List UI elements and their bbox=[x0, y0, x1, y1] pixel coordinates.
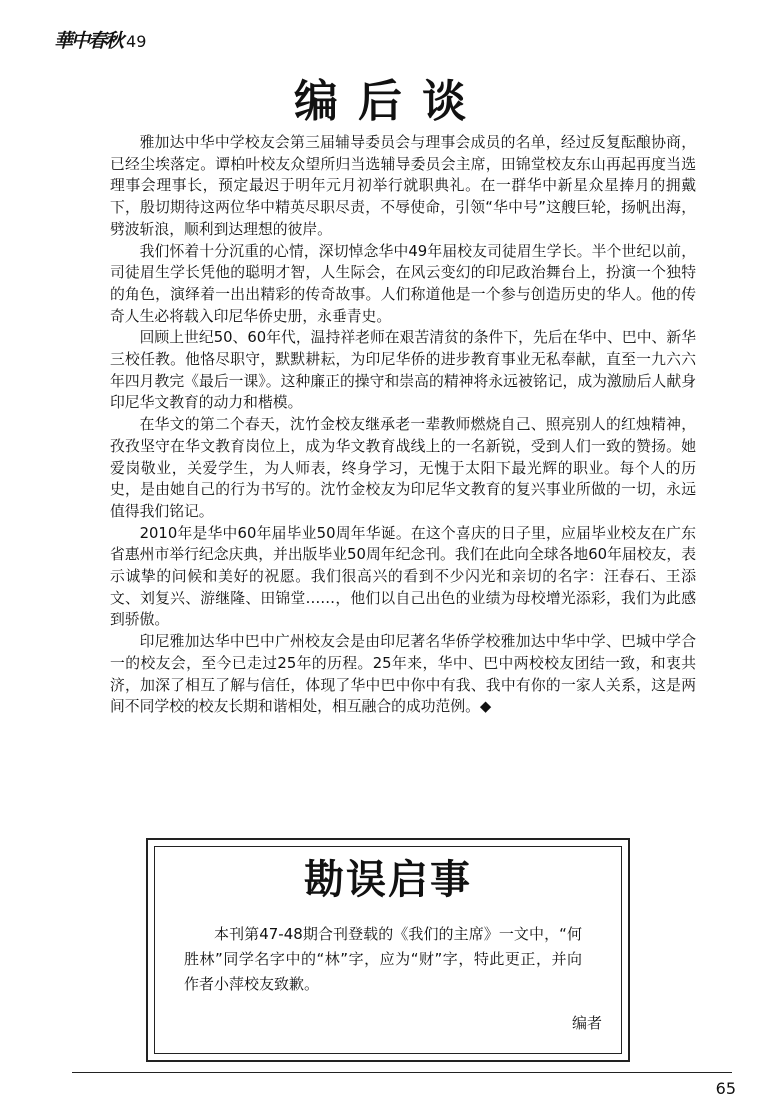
paragraph: 在华文的第二个春天，沈竹金校友继承老一辈教师燃烧自己、照亮别人的红烛精神，孜孜坚守在华文教育岗位上，成为华文教育战线上的一名新锐，受到人们一致的赞扬。她爱岗敬业，关爱学生，为人师表，终身学习，无愧于太阳下最光辉的职业。每个人的历史，是由她自己的行为书写的。沈竹金校友为印尼华文教育的复兴事业所做的一切，永远值得我们铭记。 bbox=[110, 416, 696, 520]
issue-number: 49 bbox=[126, 32, 147, 51]
footer-divider bbox=[72, 1072, 732, 1073]
paragraph: 回顾上世纪50、60年代，温持祥老师在艰苦清贫的条件下，先后在华中、巴中、新华三校任教。他恪尽职守，默默耕耘，为印尼华侨的进步教育事业无私奉献，直至一九六六年四月教完《最后一课》。这种廉正的操守和崇高的精神将永远被铭记，成为激励后人献身印尼华文教育的动力和楷模。 bbox=[110, 329, 696, 412]
erratum-notice-text: 本刊第47-48期合刊登载的《我们的主席》一文中，“何胜林”同学名字中的“林”字，应为“财”字，特此更正，并向作者小萍校友致歉。 bbox=[184, 925, 582, 993]
article-title: 编后谈 bbox=[294, 76, 486, 127]
erratum-notice-box bbox=[146, 838, 630, 1062]
erratum-notice-signature: 编者 bbox=[571, 1014, 602, 1032]
magazine-logo: 華中春秋 bbox=[54, 30, 123, 52]
paragraph: 2010年是华中60年届毕业50周年华诞。在这个喜庆的日子里，应届毕业校友在广东省惠州市举行纪念庆典，并出版毕业50周年纪念刊。我们在此向全球各地60年届校友，表示诚挚的问候和美好的祝愿。我们很高兴的看到不少闪光和亲切的名字：汪春石、王添文、刘复兴、游继隆、田锦堂……，他们以自己出色的业绩为母校增光添彩，我们为此感到骄傲。 bbox=[110, 524, 696, 629]
paragraph: 我们怀着十分沉重的心情，深切悼念华中49年届校友司徒眉生学长。半个世纪以前，司徒眉生学长凭他的聪明才智，人生际会，在风云变幻的印尼政治舞台上，扮演一个独特的角色，演绎着一出出精彩的传奇故事。人们称道他是一个参与创造历史的华人。他的传奇人生必将载入印尼华侨史册，永垂青史。 bbox=[110, 242, 696, 325]
erratum-notice-title: 勘误启事 bbox=[304, 856, 472, 903]
running-header bbox=[54, 26, 146, 53]
paragraph: 印尼雅加达华中巴中广州校友会是由印尼著名华侨学校雅加达中华中学、巴城中学合一的校友会，至今已走过25年的历程。25年来，华中、巴中两校校友团结一致，和衷共济，加深了相互了解与信任，体现了华中巴中你中有我、我中有你的一家人关系，这是两间不同学校的校友长期和谐相处，相互融合的成功范例。◆ bbox=[110, 633, 696, 716]
paragraph: 雅加达中华中学校友会第三届辅导委员会与理事会成员的名单，经过反复酝酿协商，已经尘埃落定。谭柏叶校友众望所归当选辅导委员会主席，田锦堂校友东山再起再度当选理事会理事长，预定最迟于明年元月初举行就职典礼。在一群华中新星众星捧月的拥戴下，殷切期待这两位华中精英尽职尽责，不辱使命，引领“华中号”这艘巨轮，扬帆出海，劈波斩浪，顺利到达理想的彼岸。 bbox=[110, 134, 696, 238]
page-number: 65 bbox=[715, 1079, 736, 1098]
article-body bbox=[110, 132, 696, 718]
